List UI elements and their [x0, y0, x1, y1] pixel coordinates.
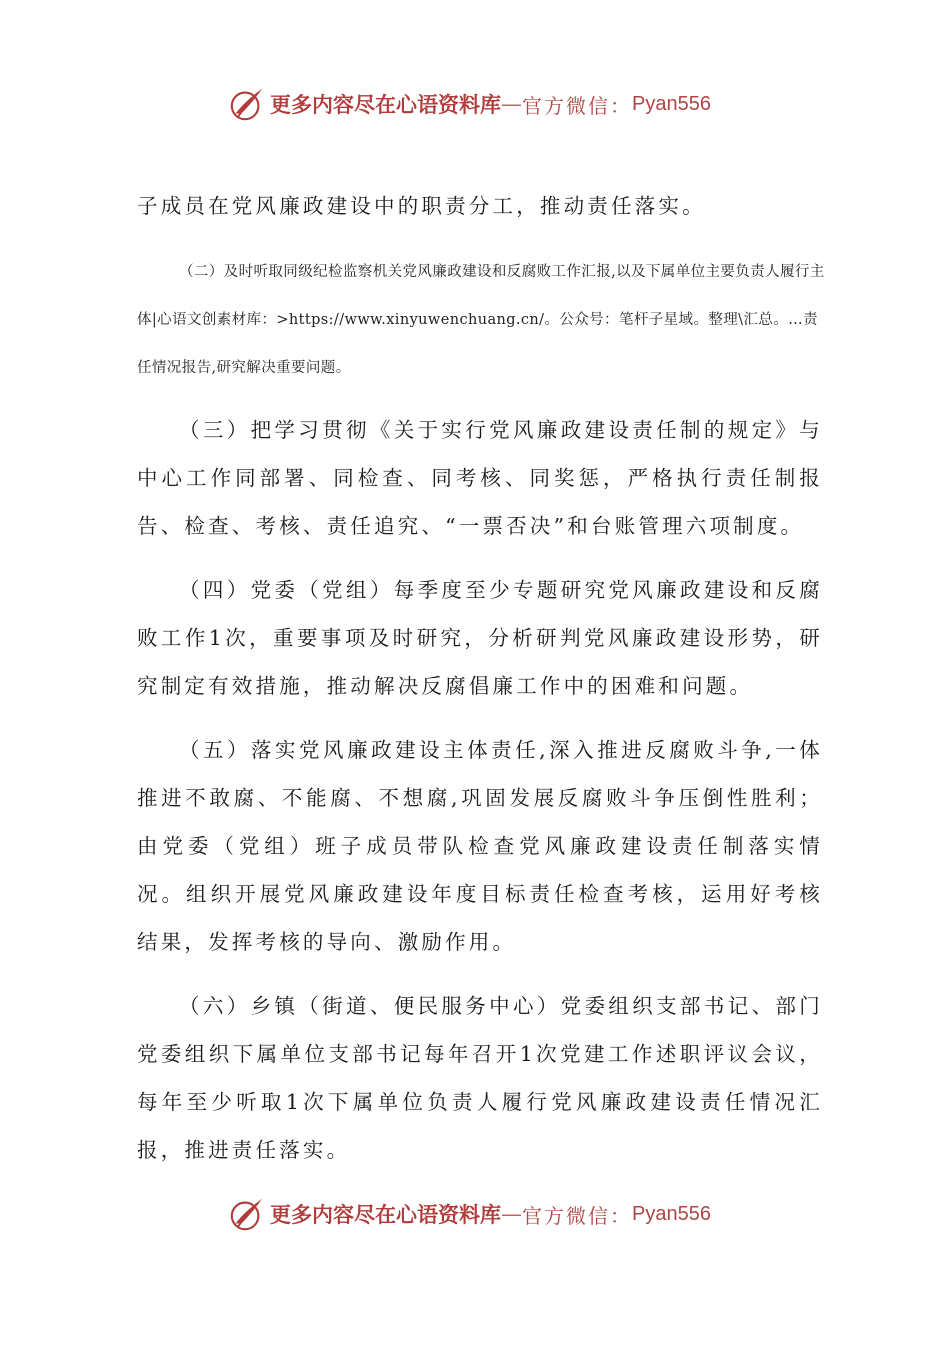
paragraph-6: （六）乡镇（街道、便民服务中心）党委组织支部书记、部门党委组织下属单位支部书记每年召开1次党建工作述职评议会议，每年至少听取1次下属单位负责人履行党风廉政建设责任情况汇报，推进责任落实。	[137, 994, 823, 1162]
banner-title: 更多内容尽在心语资料库	[270, 92, 501, 117]
banner-title: 更多内容尽在心语资料库	[270, 1202, 501, 1227]
banner-wechat-id: Pyan556	[632, 1202, 711, 1225]
header-banner	[228, 84, 748, 124]
banner-wechat-label: 官方微信：	[522, 93, 632, 118]
pen-logo-icon	[228, 1195, 266, 1233]
paragraph-4: （四）党委（党组）每季度至少专题研究党风廉政建设和反腐败工作1次，重要事项及时研究，分析研判党风廉政建设形势，研究制定有效措施，推动解决反腐倡廉工作中的困难和问题。	[137, 578, 823, 698]
banner-wechat-id: Pyan556	[632, 92, 711, 115]
paragraph-3: （三）把学习贯彻《关于实行党风廉政建设责任制的规定》与中心工作同部署、同检查、同考核、同奖惩，严格执行责任制报告、检查、考核、责任追究、“一票否决”和台账管理六项制度。	[137, 418, 823, 538]
pen-logo-icon	[228, 85, 266, 123]
paragraph-5: （五）落实党风廉政建设主体责任,深入推进反腐败斗争,一体推进不敢腐、不能腐、不想腐,巩固发展反腐败斗争压倒性胜利；由党委（党组）班子成员带队检查党风廉政建设责任制落实情况。组织开展党风廉政建设年度目标责任检查考核，运用好考核结果，发挥考核的导向、激励作用。	[137, 738, 823, 954]
banner-wechat-label: 官方微信：	[522, 1203, 632, 1228]
banner-separator: —	[501, 92, 522, 116]
footer-banner	[228, 1194, 748, 1234]
paragraph-continuation: 子成员在党风廉政建设中的职责分工，推动责任落实。	[137, 194, 706, 218]
paragraph-2: （二）及时听取同级纪检监察机关党风廉政建设和反腐败工作汇报,以及下属单位主要负责人履行主体|心语文创素材库：>https://www.xinyuwenchuang.cn/。公众号：笔杆子星域。整理\汇总。…责任情况报告,研究解决重要问题。	[137, 264, 825, 376]
banner-separator: —	[501, 1202, 522, 1226]
